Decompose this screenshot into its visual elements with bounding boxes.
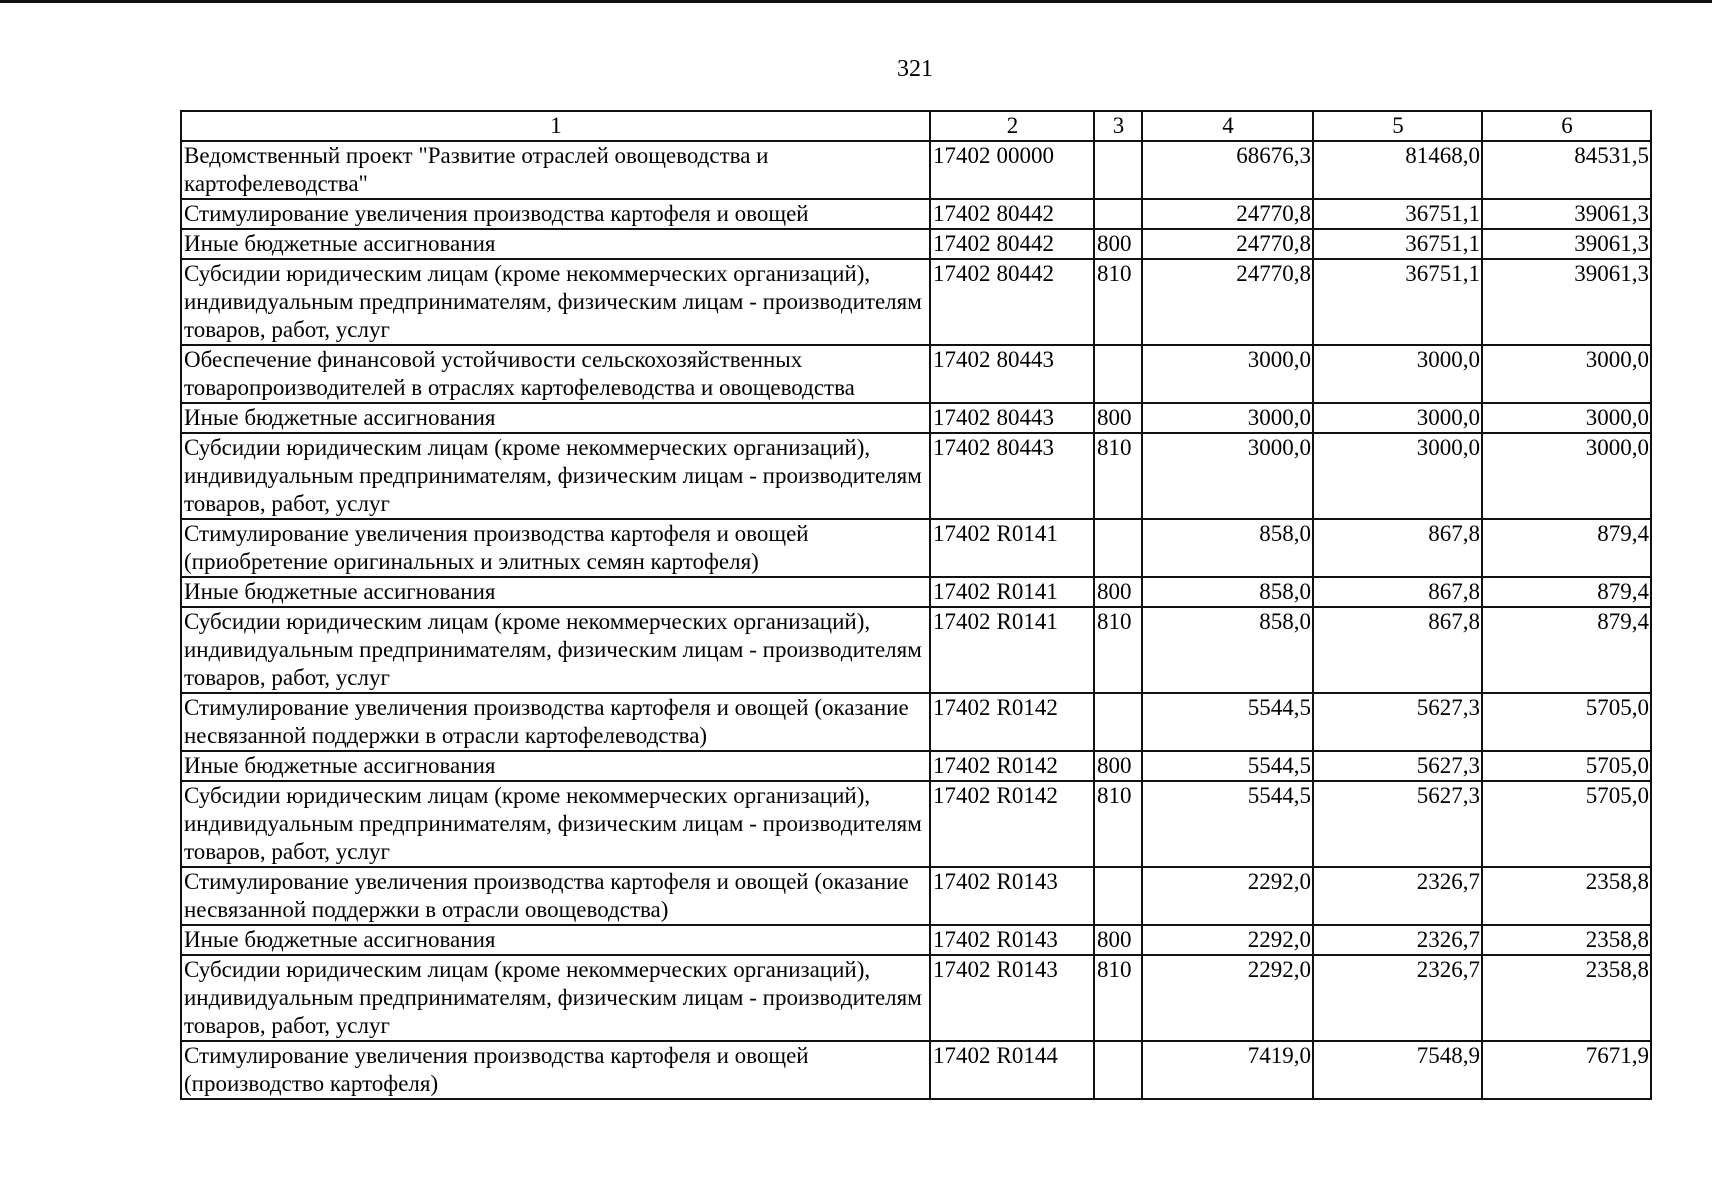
amount-col-5: 867,8: [1313, 519, 1482, 577]
amount-col-5: 867,8: [1313, 607, 1482, 693]
row-name: Стимулирование увеличения производства картофеля и овощей (производство картофеля): [181, 1041, 930, 1099]
code-section: 17402: [933, 957, 991, 982]
code-number: R0143: [996, 957, 1058, 982]
target-article-code: [930, 1041, 1094, 1099]
amount-col-4: 5544,5: [1142, 781, 1313, 867]
amount-col-6: 2358,8: [1482, 925, 1651, 955]
amount-col-5: 3000,0: [1313, 433, 1482, 519]
amount-col-4: 24770,8: [1142, 199, 1313, 229]
amount-col-6: 39061,3: [1482, 199, 1651, 229]
expense-type-code: 800: [1094, 403, 1142, 433]
code-section: 17402: [933, 579, 991, 604]
top-scan-rule: [0, 0, 1712, 3]
column-header: 4: [1142, 111, 1313, 141]
code-section: 17402: [933, 609, 991, 634]
target-article-code: [930, 867, 1094, 925]
target-article-code: [930, 607, 1094, 693]
expense-type-code: [1094, 1041, 1142, 1099]
table-row: [181, 403, 1651, 433]
table-row: [181, 607, 1651, 693]
row-name: Иные бюджетные ассигнования: [181, 229, 930, 259]
target-article-code: [930, 577, 1094, 607]
amount-col-5: 2326,7: [1313, 867, 1482, 925]
table-row: [181, 751, 1651, 781]
code-number: R0142: [996, 695, 1058, 720]
code-number: 80442: [996, 261, 1054, 286]
column-header: 5: [1313, 111, 1482, 141]
amount-col-6: 5705,0: [1482, 781, 1651, 867]
code-number: 80443: [996, 405, 1054, 430]
code-section: 17402: [933, 405, 991, 430]
row-name: Иные бюджетные ассигнования: [181, 577, 930, 607]
amount-col-6: 3000,0: [1482, 433, 1651, 519]
amount-col-5: 2326,7: [1313, 925, 1482, 955]
expense-type-code: 810: [1094, 259, 1142, 345]
column-header: 2: [930, 111, 1094, 141]
expense-type-code: 810: [1094, 955, 1142, 1041]
column-number-header-row: [181, 111, 1651, 141]
table-row: [181, 577, 1651, 607]
target-article-code: [930, 259, 1094, 345]
page-number: 321: [897, 56, 933, 82]
table-row: [181, 259, 1651, 345]
table-row: [181, 925, 1651, 955]
amount-col-4: 2292,0: [1142, 925, 1313, 955]
table-row: [181, 345, 1651, 403]
target-article-code: [930, 199, 1094, 229]
amount-col-6: 39061,3: [1482, 259, 1651, 345]
amount-col-6: 7671,9: [1482, 1041, 1651, 1099]
code-section: 17402: [933, 521, 991, 546]
code-section: 17402: [933, 927, 991, 952]
code-section: 17402: [933, 347, 991, 372]
amount-col-5: 36751,1: [1313, 259, 1482, 345]
target-article-code: [930, 693, 1094, 751]
amount-col-6: 39061,3: [1482, 229, 1651, 259]
target-article-code: [930, 345, 1094, 403]
expense-type-code: [1094, 199, 1142, 229]
table-row: [181, 199, 1651, 229]
expense-type-code: [1094, 141, 1142, 199]
table-row: [181, 867, 1651, 925]
code-section: 17402: [933, 753, 991, 778]
amount-col-4: 3000,0: [1142, 345, 1313, 403]
code-section: 17402: [933, 261, 991, 286]
row-name: Стимулирование увеличения производства картофеля и овощей: [181, 199, 930, 229]
code-number: 80443: [996, 347, 1054, 372]
target-article-code: [930, 403, 1094, 433]
amount-col-6: 2358,8: [1482, 955, 1651, 1041]
amount-col-5: 5627,3: [1313, 693, 1482, 751]
target-article-code: [930, 925, 1094, 955]
expense-type-code: [1094, 345, 1142, 403]
amount-col-5: 5627,3: [1313, 781, 1482, 867]
table-row: [181, 955, 1651, 1041]
expense-type-code: 810: [1094, 781, 1142, 867]
amount-col-4: 68676,3: [1142, 141, 1313, 199]
table-row: [181, 519, 1651, 577]
amount-col-5: 2326,7: [1313, 955, 1482, 1041]
code-section: 17402: [933, 201, 991, 226]
column-header: 3: [1094, 111, 1142, 141]
code-section: 17402: [933, 435, 991, 460]
expense-type-code: 800: [1094, 577, 1142, 607]
amount-col-6: 879,4: [1482, 519, 1651, 577]
code-number: R0141: [996, 579, 1058, 604]
amount-col-5: 867,8: [1313, 577, 1482, 607]
code-number: R0142: [996, 753, 1058, 778]
row-name: Субсидии юридическим лицам (кроме некоммерческих организаций), индивидуальным предпринимателям, физическим лицам - производителям товаров, работ, услуг: [181, 607, 930, 693]
row-name: Субсидии юридическим лицам (кроме некоммерческих организаций), индивидуальным предпринимателям, физическим лицам - производителям товаров, работ, услуг: [181, 259, 930, 345]
row-name: Иные бюджетные ассигнования: [181, 403, 930, 433]
amount-col-5: 81468,0: [1313, 141, 1482, 199]
amount-col-4: 5544,5: [1142, 693, 1313, 751]
target-article-code: [930, 781, 1094, 867]
target-article-code: [930, 751, 1094, 781]
amount-col-4: 858,0: [1142, 519, 1313, 577]
amount-col-6: 2358,8: [1482, 867, 1651, 925]
amount-col-5: 7548,9: [1313, 1041, 1482, 1099]
code-number: R0142: [996, 783, 1058, 808]
row-name: Субсидии юридическим лицам (кроме некоммерческих организаций), индивидуальным предпринимателям, физическим лицам - производителям товаров, работ, услуг: [181, 433, 930, 519]
table-row: [181, 693, 1651, 751]
target-article-code: [930, 519, 1094, 577]
expense-type-code: 800: [1094, 229, 1142, 259]
amount-col-5: 36751,1: [1313, 229, 1482, 259]
expense-type-code: [1094, 867, 1142, 925]
row-name: Стимулирование увеличения производства картофеля и овощей (приобретение оригинальных и элитных семян картофеля): [181, 519, 930, 577]
amount-col-4: 858,0: [1142, 607, 1313, 693]
amount-col-6: 879,4: [1482, 607, 1651, 693]
row-name: Иные бюджетные ассигнования: [181, 751, 930, 781]
row-name: Ведомственный проект "Развитие отраслей овощеводства и картофелеводства": [181, 141, 930, 199]
amount-col-6: 3000,0: [1482, 345, 1651, 403]
code-number: R0141: [996, 609, 1058, 634]
code-section: 17402: [933, 869, 991, 894]
code-number: R0143: [996, 869, 1058, 894]
amount-col-4: 2292,0: [1142, 867, 1313, 925]
row-name: Обеспечение финансовой устойчивости сельскохозяйственных товаропроизводителей в отраслях картофелеводства и овощеводства: [181, 345, 930, 403]
code-section: 17402: [933, 143, 991, 168]
target-article-code: [930, 229, 1094, 259]
code-section: 17402: [933, 783, 991, 808]
expense-type-code: 800: [1094, 751, 1142, 781]
row-name: Субсидии юридическим лицам (кроме некоммерческих организаций), индивидуальным предпринимателям, физическим лицам - производителям товаров, работ, услуг: [181, 955, 930, 1041]
budget-table: [180, 110, 1652, 1100]
table-row: [181, 141, 1651, 199]
amount-col-4: 3000,0: [1142, 433, 1313, 519]
code-number: 80442: [996, 201, 1054, 226]
amount-col-6: 5705,0: [1482, 693, 1651, 751]
target-article-code: [930, 433, 1094, 519]
code-number: R0141: [996, 521, 1058, 546]
row-name: Субсидии юридическим лицам (кроме некоммерческих организаций), индивидуальным предпринимателям, физическим лицам - производителям товаров, работ, услуг: [181, 781, 930, 867]
code-number: R0143: [996, 927, 1058, 952]
table-row: [181, 433, 1651, 519]
amount-col-6: 879,4: [1482, 577, 1651, 607]
table-row: [181, 229, 1651, 259]
column-header: 1: [181, 111, 930, 141]
expense-type-code: 810: [1094, 607, 1142, 693]
table-row: [181, 781, 1651, 867]
amount-col-5: 3000,0: [1313, 403, 1482, 433]
amount-col-4: 5544,5: [1142, 751, 1313, 781]
code-section: 17402: [933, 695, 991, 720]
amount-col-5: 36751,1: [1313, 199, 1482, 229]
amount-col-4: 858,0: [1142, 577, 1313, 607]
amount-col-4: 24770,8: [1142, 229, 1313, 259]
target-article-code: [930, 141, 1094, 199]
amount-col-6: 5705,0: [1482, 751, 1651, 781]
code-section: 17402: [933, 231, 991, 256]
table-row: [181, 1041, 1651, 1099]
amount-col-6: 84531,5: [1482, 141, 1651, 199]
target-article-code: [930, 955, 1094, 1041]
code-number: 00000: [996, 143, 1054, 168]
amount-col-4: 24770,8: [1142, 259, 1313, 345]
amount-col-4: 7419,0: [1142, 1041, 1313, 1099]
amount-col-5: 5627,3: [1313, 751, 1482, 781]
code-number: R0144: [996, 1043, 1058, 1068]
column-header: 6: [1482, 111, 1651, 141]
expense-type-code: [1094, 693, 1142, 751]
code-number: 80443: [996, 435, 1054, 460]
amount-col-6: 3000,0: [1482, 403, 1651, 433]
row-name: Стимулирование увеличения производства картофеля и овощей (оказание несвязанной поддержки в отрасли овощеводства): [181, 867, 930, 925]
row-name: Стимулирование увеличения производства картофеля и овощей (оказание несвязанной поддержки в отрасли картофелеводства): [181, 693, 930, 751]
code-number: 80442: [996, 231, 1054, 256]
amount-col-5: 3000,0: [1313, 345, 1482, 403]
expense-type-code: [1094, 519, 1142, 577]
expense-type-code: 810: [1094, 433, 1142, 519]
amount-col-4: 2292,0: [1142, 955, 1313, 1041]
expense-type-code: 800: [1094, 925, 1142, 955]
row-name: Иные бюджетные ассигнования: [181, 925, 930, 955]
table-body: [181, 141, 1651, 1099]
amount-col-4: 3000,0: [1142, 403, 1313, 433]
code-section: 17402: [933, 1043, 991, 1068]
